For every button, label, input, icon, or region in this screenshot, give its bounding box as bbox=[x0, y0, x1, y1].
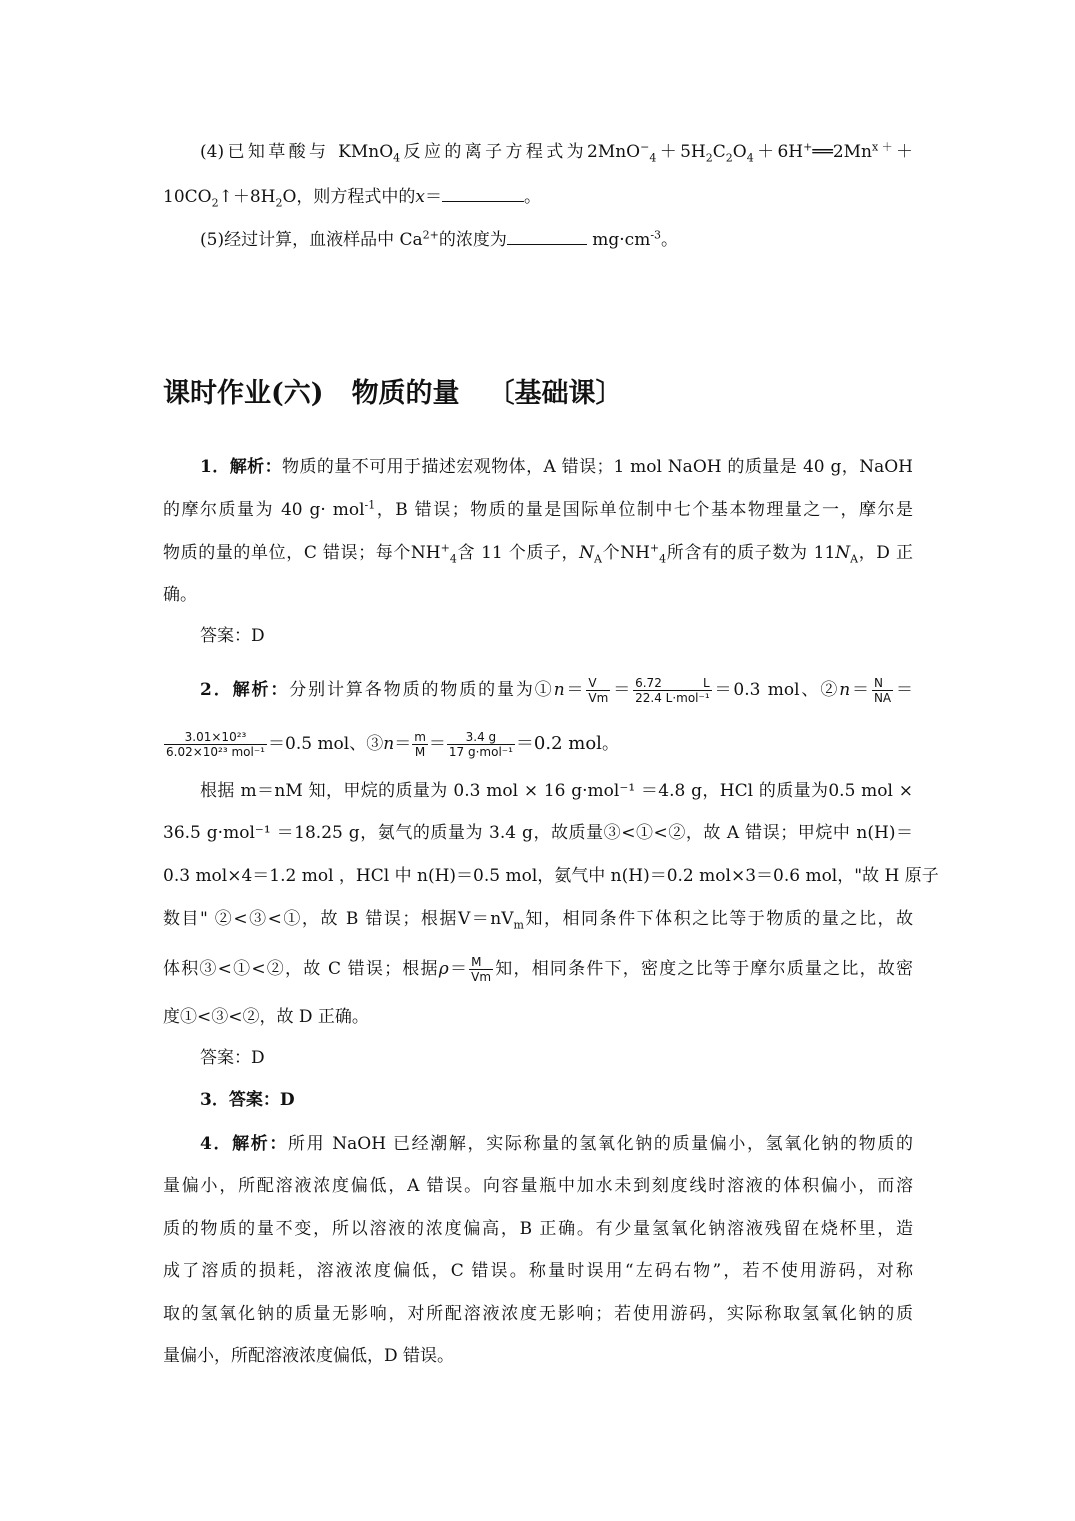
text: C bbox=[712, 142, 726, 162]
text: 知，相同条件下体积之比等于物质的量之比，故 bbox=[523, 909, 914, 929]
text: 知，相同条件下，密度之比等于摩尔质量之比，故密 bbox=[494, 959, 914, 979]
denominator: 22.4 L·mol⁻¹ bbox=[635, 691, 710, 705]
text: 36.5 g·mol⁻¹ ＝18.25 g，氨气的质量为 3.4 g，故质量③<①<②，故 A 错误；甲烷中 n(H)＝ bbox=[163, 823, 913, 843]
subscript: 4 bbox=[746, 151, 754, 165]
text: ＝0.3 mol、② bbox=[712, 680, 840, 700]
q1-line-3 bbox=[163, 541, 913, 565]
q2-line-6 bbox=[163, 907, 913, 931]
answer-blank bbox=[507, 226, 587, 245]
superscript: − bbox=[640, 140, 650, 154]
subscript: 4 bbox=[393, 151, 401, 165]
text: 所含有的质子数为 11 bbox=[666, 543, 836, 563]
q2-line-5 bbox=[163, 864, 939, 888]
fraction bbox=[412, 730, 428, 759]
variable-n: n bbox=[553, 680, 565, 700]
text: 。 bbox=[661, 230, 679, 250]
text: ＝ bbox=[850, 680, 871, 700]
text: 量偏小，所配溶液浓度偏低，D 错误。 bbox=[163, 1346, 455, 1366]
fraction bbox=[164, 730, 267, 759]
subscript: A bbox=[594, 552, 602, 566]
text: O bbox=[732, 142, 747, 162]
denominator: M bbox=[414, 745, 426, 759]
q2-line-3 bbox=[200, 779, 913, 803]
fraction bbox=[469, 955, 493, 984]
text: 物质的量的单位，C 错误；每个NH bbox=[163, 543, 441, 563]
denominator: 17 g·mol⁻¹ bbox=[448, 745, 513, 759]
q1-line-2 bbox=[163, 498, 913, 522]
numerator: V bbox=[586, 676, 610, 691]
text: ，D 正 bbox=[858, 543, 913, 563]
title-topic: 物质的量 bbox=[351, 378, 460, 409]
q1-line-1 bbox=[200, 455, 913, 479]
numerator: 6.72 L bbox=[635, 676, 710, 690]
numerator: M bbox=[469, 955, 493, 970]
fraction bbox=[447, 730, 515, 759]
subscript: 2 bbox=[705, 151, 713, 165]
text: 成了溶质的损耗，溶液浓度偏低，C 错误。称量时误用“左码右物”，若不使用游码，对称 bbox=[163, 1261, 913, 1281]
text: 量偏小，所配溶液浓度偏低，A 错误。向容量瓶中加水未到刻度线时溶液的体积偏小，而溶 bbox=[163, 1176, 913, 1196]
q2-line-4 bbox=[163, 821, 913, 845]
q4-explain-line-5 bbox=[163, 1302, 913, 1326]
q4-explain-line-2 bbox=[163, 1174, 913, 1198]
fraction bbox=[872, 676, 893, 705]
denominator: Vm bbox=[471, 970, 492, 984]
q2-line-7 bbox=[163, 955, 913, 984]
q4-equation-line-1 bbox=[200, 140, 913, 164]
denominator: Vm bbox=[588, 691, 609, 705]
subscript: 2 bbox=[211, 196, 219, 210]
variable-n: n bbox=[839, 680, 851, 700]
subscript: m bbox=[513, 918, 524, 932]
subscript: 2 bbox=[275, 196, 283, 210]
q2-answer bbox=[200, 1046, 913, 1070]
text: 个NH bbox=[602, 543, 650, 563]
q5-line bbox=[200, 226, 913, 252]
text: 的摩尔质量为 40 g· mol bbox=[163, 500, 365, 520]
variable-x: x bbox=[415, 187, 425, 207]
text: 度①<③<②，故 D 正确。 bbox=[163, 1007, 369, 1027]
text: O，则方程式中的 bbox=[282, 187, 416, 207]
fraction bbox=[633, 676, 712, 705]
section-title bbox=[163, 376, 623, 412]
denominator: 6.02×10²³ mol⁻¹ bbox=[166, 745, 265, 759]
text: 确。 bbox=[163, 585, 197, 605]
subscript: 4 bbox=[649, 151, 657, 165]
q4-explain-line-3 bbox=[163, 1217, 913, 1241]
text: ＝ bbox=[448, 959, 469, 979]
superscript: + bbox=[649, 541, 660, 555]
text: mg·cm bbox=[586, 230, 651, 250]
text: 。 bbox=[524, 187, 541, 207]
text: ＝ bbox=[611, 680, 633, 700]
text: 0.3 mol×4＝1.2 mol ，HCl 中 n(H)＝0.5 mol，氨气中 n(H)＝0.2 mol×3＝0.6 mol，"故 H 原子 bbox=[163, 866, 939, 886]
text: 根据 m＝nM 知，甲烷的质量为 0.3 mol × 16 g·mol⁻¹ ＝4.8 g，HCl 的质量为0.5 mol × bbox=[200, 781, 913, 801]
q1-label: 1．解析： bbox=[200, 457, 283, 477]
text: ＝ bbox=[564, 680, 586, 700]
denominator: NA bbox=[873, 691, 892, 705]
text: ＋5H bbox=[656, 142, 706, 162]
text: ＝ bbox=[428, 734, 446, 754]
superscript: 2+ bbox=[422, 228, 439, 242]
subscript: 4 bbox=[659, 552, 667, 566]
q4-equation-line-2 bbox=[163, 183, 913, 209]
text: 分别计算各物质的物质的量为① bbox=[289, 680, 554, 700]
text: 取的氢氧化钠的质量无影响，对所配溶液浓度无影响；若使用游码，实际称取氢氧化钠的质 bbox=[163, 1304, 913, 1324]
q4-explain-line-4 bbox=[163, 1259, 913, 1283]
text: 含 11 个质子， bbox=[456, 543, 580, 563]
answer-text: 答案：D bbox=[200, 626, 265, 646]
numerator: 3.4 g bbox=[447, 730, 515, 745]
text: N bbox=[835, 543, 851, 563]
text: ＋6H bbox=[753, 142, 804, 162]
text: ↑＋8H bbox=[218, 187, 276, 207]
answer-text: 答案：D bbox=[200, 1048, 265, 1068]
q3-answer bbox=[200, 1088, 913, 1112]
text: 。 bbox=[601, 734, 619, 754]
text: 质的物质的量不变，所以溶液的浓度偏高，B 正确。有少量氢氧化钠溶液残留在烧杯里，造 bbox=[163, 1219, 913, 1239]
text: ＝ bbox=[394, 734, 412, 754]
answer-blank bbox=[442, 183, 524, 202]
q2-line-1 bbox=[200, 676, 913, 705]
subscript: A bbox=[850, 552, 859, 566]
numerator: N bbox=[872, 676, 893, 691]
text: ＝0.5 mol、③ bbox=[268, 734, 384, 754]
text: N bbox=[579, 543, 595, 563]
text: 10CO bbox=[163, 187, 212, 207]
text: ＋ bbox=[896, 142, 913, 162]
text: 数目" ②<③<①，故 B 错误；根据V＝nV bbox=[163, 909, 514, 929]
text: ＝ bbox=[425, 187, 442, 207]
text: (4)已知草酸与 KMnO bbox=[200, 142, 394, 162]
variable-n: n bbox=[383, 734, 395, 754]
variable-rho: ρ bbox=[438, 959, 449, 979]
q1-answer bbox=[200, 624, 913, 648]
fraction bbox=[586, 676, 610, 705]
q3-label: 3．答案：D bbox=[200, 1090, 295, 1110]
superscript: -3 bbox=[650, 228, 662, 242]
text: ，B 错误；物质的量是国际单位制中七个基本物理量之一，摩尔是 bbox=[375, 500, 913, 520]
superscript: + bbox=[440, 541, 450, 555]
subscript: 4 bbox=[449, 552, 457, 566]
text: ══2Mn bbox=[812, 142, 873, 162]
q2-line-2 bbox=[163, 730, 913, 759]
text: 所用 NaOH 已经潮解，实际称量的氢氧化钠的质量偏小，氢氧化钠的物质的 bbox=[287, 1134, 913, 1154]
superscript: -1 bbox=[364, 498, 376, 512]
superscript: + bbox=[803, 140, 813, 154]
numerator: 3.01×10²³ bbox=[164, 730, 267, 745]
numerator: m bbox=[414, 730, 426, 744]
q2-label: 2．解析： bbox=[200, 680, 290, 700]
q1-line-4 bbox=[163, 583, 913, 607]
superscript: x＋ bbox=[872, 140, 896, 154]
text: 体积③<①<②，故 C 错误；根据 bbox=[163, 959, 439, 979]
q4-explain-line-6 bbox=[163, 1344, 913, 1368]
text: ＝0.2 mol bbox=[515, 733, 602, 754]
q4-explain-line-1 bbox=[200, 1132, 913, 1156]
q4-label: 4．解析： bbox=[200, 1134, 288, 1154]
text: 的浓度为 bbox=[438, 230, 507, 250]
text: 反应的离子方程式为2MnO bbox=[400, 142, 641, 162]
text: (5)经过计算，血液样品中 Ca bbox=[200, 230, 423, 250]
text: ＝ bbox=[894, 680, 914, 700]
title-tag: 〔基础课〕 bbox=[487, 378, 623, 409]
subscript: 2 bbox=[725, 151, 733, 165]
text: 物质的量不可用于描述宏观物体，A 错误；1 mol NaOH 的质量是 40 g，NaOH bbox=[282, 457, 913, 477]
title-main: 课时作业(六) bbox=[163, 378, 324, 409]
q2-line-8 bbox=[163, 1005, 913, 1029]
